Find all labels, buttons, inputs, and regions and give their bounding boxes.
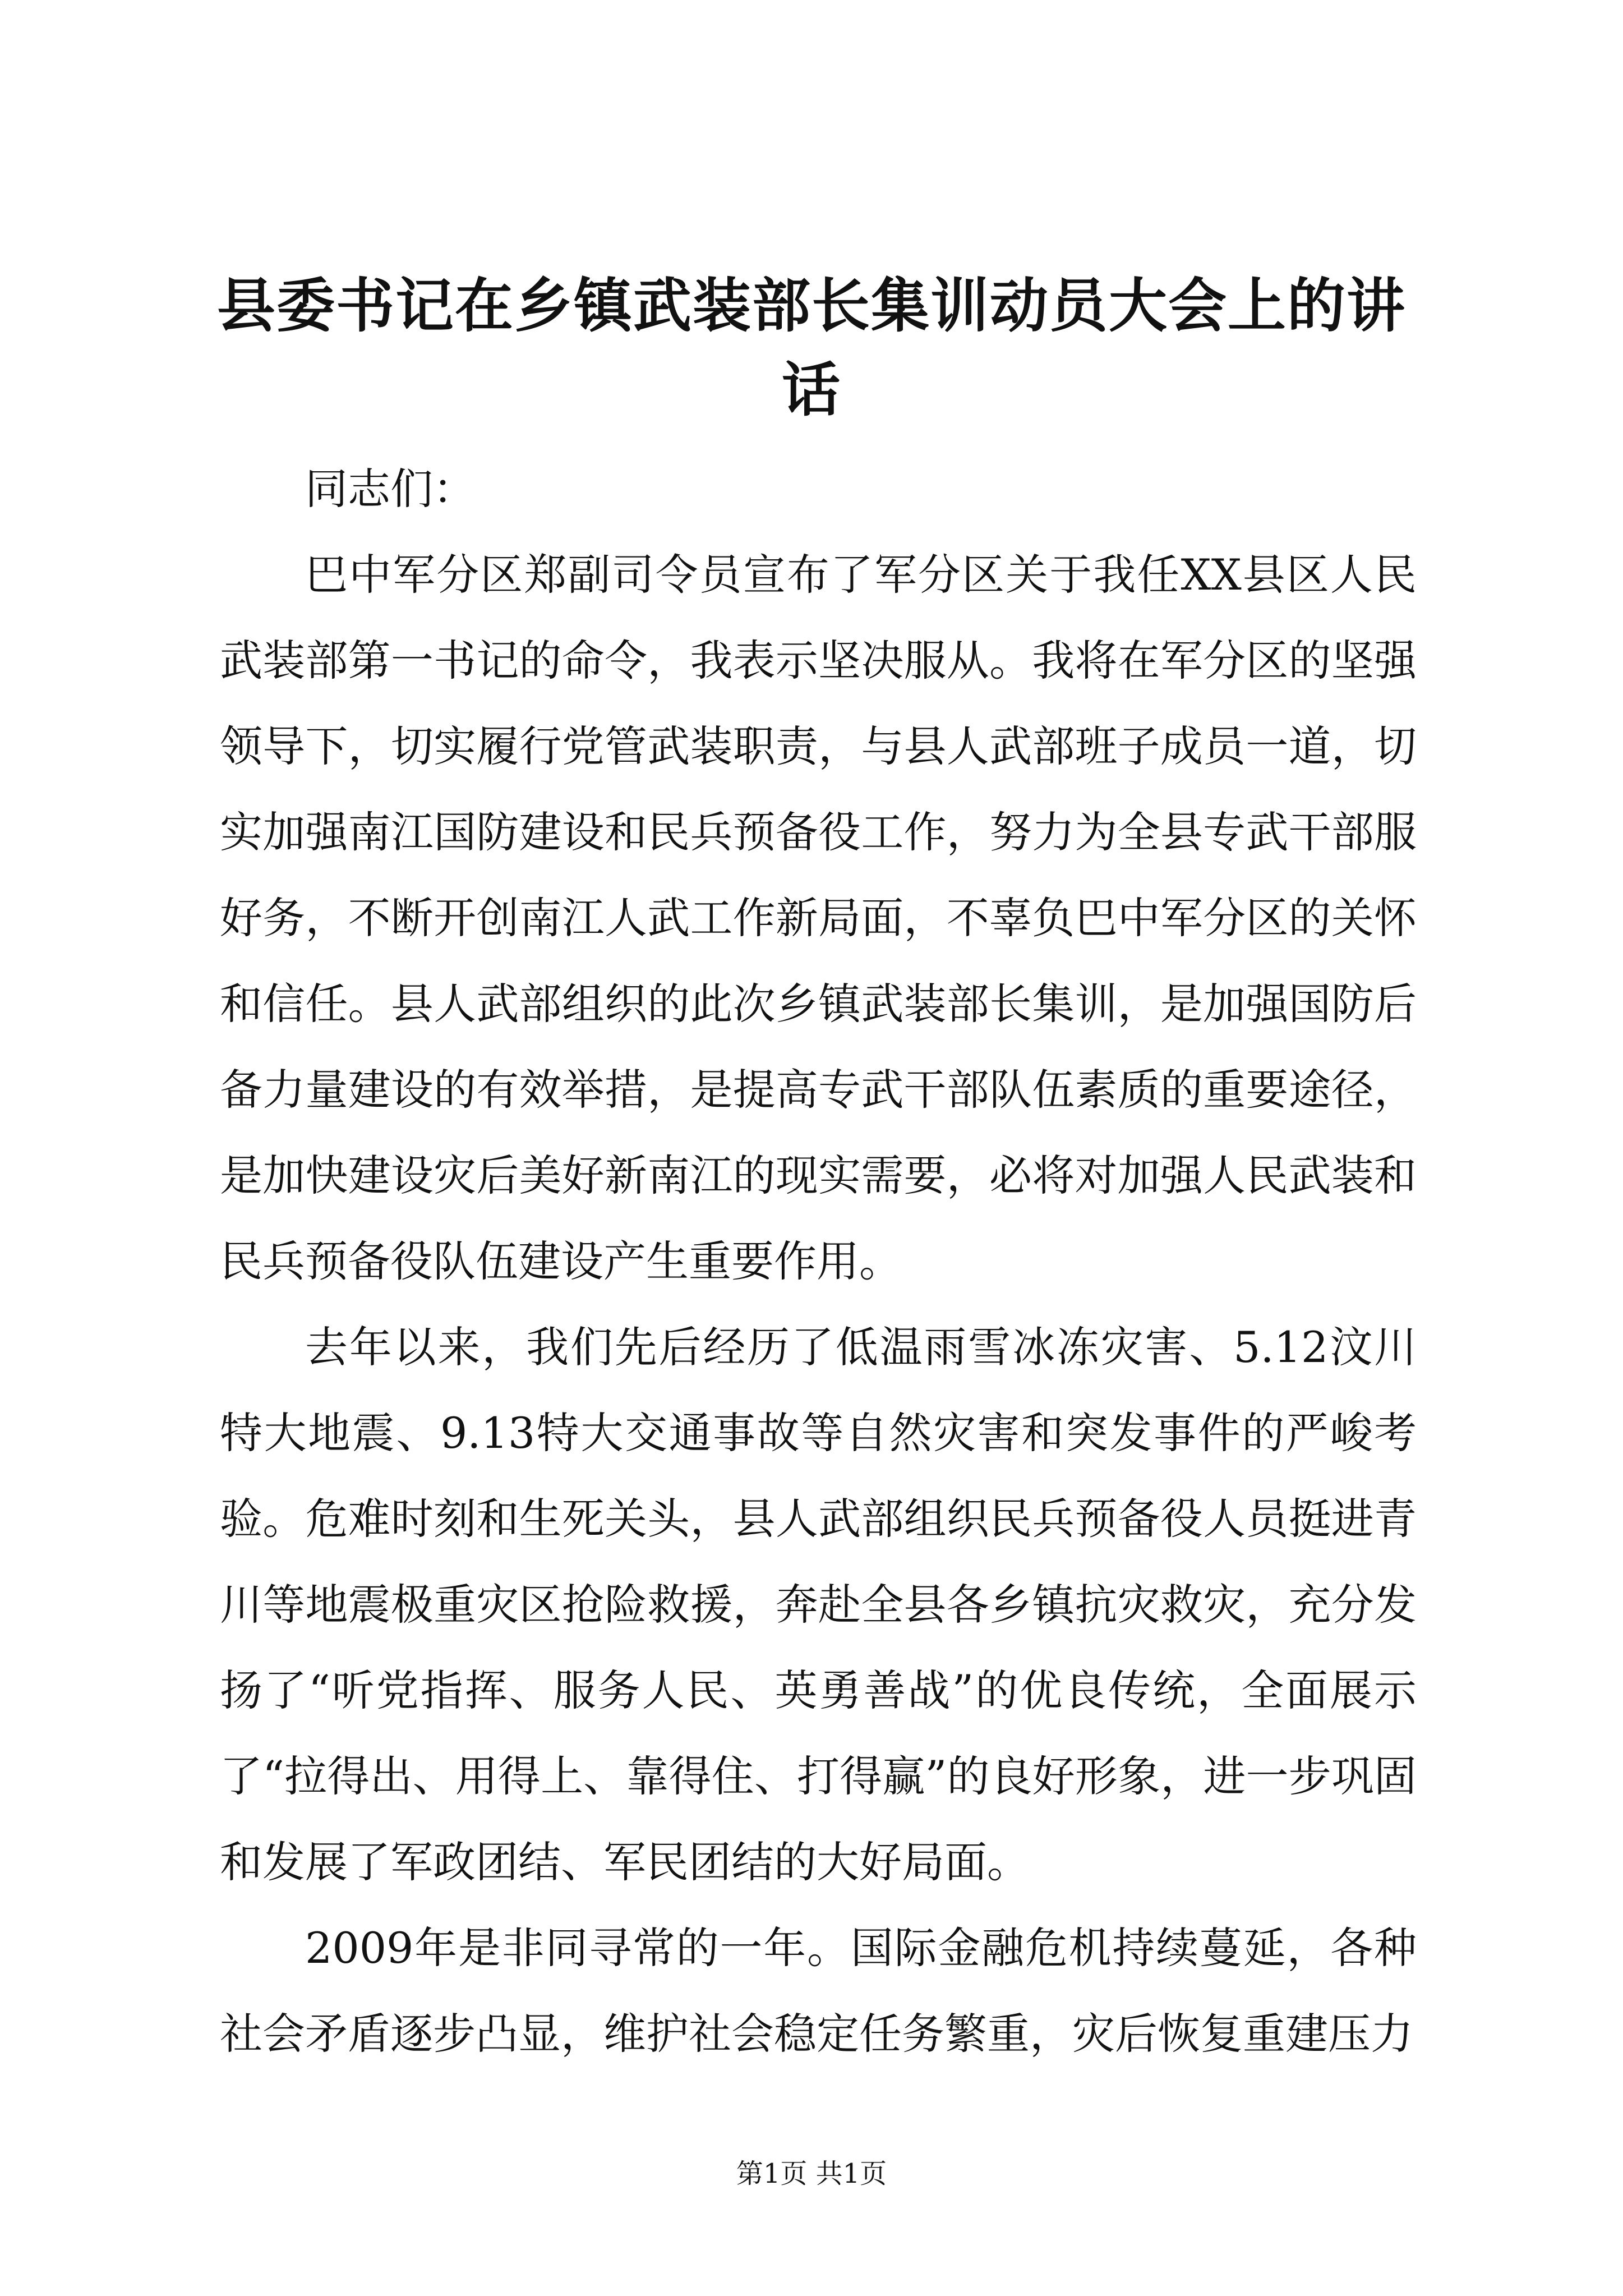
document-body [220, 446, 1417, 2077]
paragraph-2: 去年以来，我们先后经历了低温雨雪冰冻灾害、5.12汶川特大地震、9.13特大交通事故等自然灾害和突发事件的严峻考验。危难时刻和生死关头，县人武部组织民兵预备役人员挺进青川等地震极重灾区抢险救援，奔赴全县各乡镇抗灾救灾，充分发扬了“听党指挥、服务人民、英勇善战”的优良传统，全面展示了“拉得出、用得上、靠得住、打得赢”的良好形象，进一步巩固和发展了军政团结、军民团结的大好局面。 [220, 1322, 1417, 1887]
document-title: 县委书记在乡镇武装部长集训动员大会上的讲话 [216, 271, 1406, 424]
salutation: 同志们： [305, 464, 476, 514]
paragraph-3: 2009年是非同寻常的一年。国际金融危机持续蔓延，各种社会矛盾逐步凸显，维护社会稳定任务繁重，灾后恢复重建压力 [220, 1923, 1417, 2059]
paragraph-1: 巴中军分区郑副司令员宣布了军分区关于我任XX县区人民武装部第一书记的命令，我表示坚决服从。我将在军分区的坚强领导下，切实履行党管武装职责，与县人武部班子成员一道，切实加强南江国防建设和民兵预备役工作，努力为全县专武干部服好务，不断开创南江人武工作新局面，不辜负巴中军分区的关怀和信任。县人武部组织的此次乡镇武装部长集训，是加强国防后备力量建设的有效举措，是提高专武干部队伍素质的重要途径，是加快建设灾后美好新南江的现实需要，必将对加强人民武装和民兵预备役队伍建设产生重要作用。 [220, 550, 1417, 1286]
page-footer: 第1页 共1页 [736, 2158, 887, 2189]
